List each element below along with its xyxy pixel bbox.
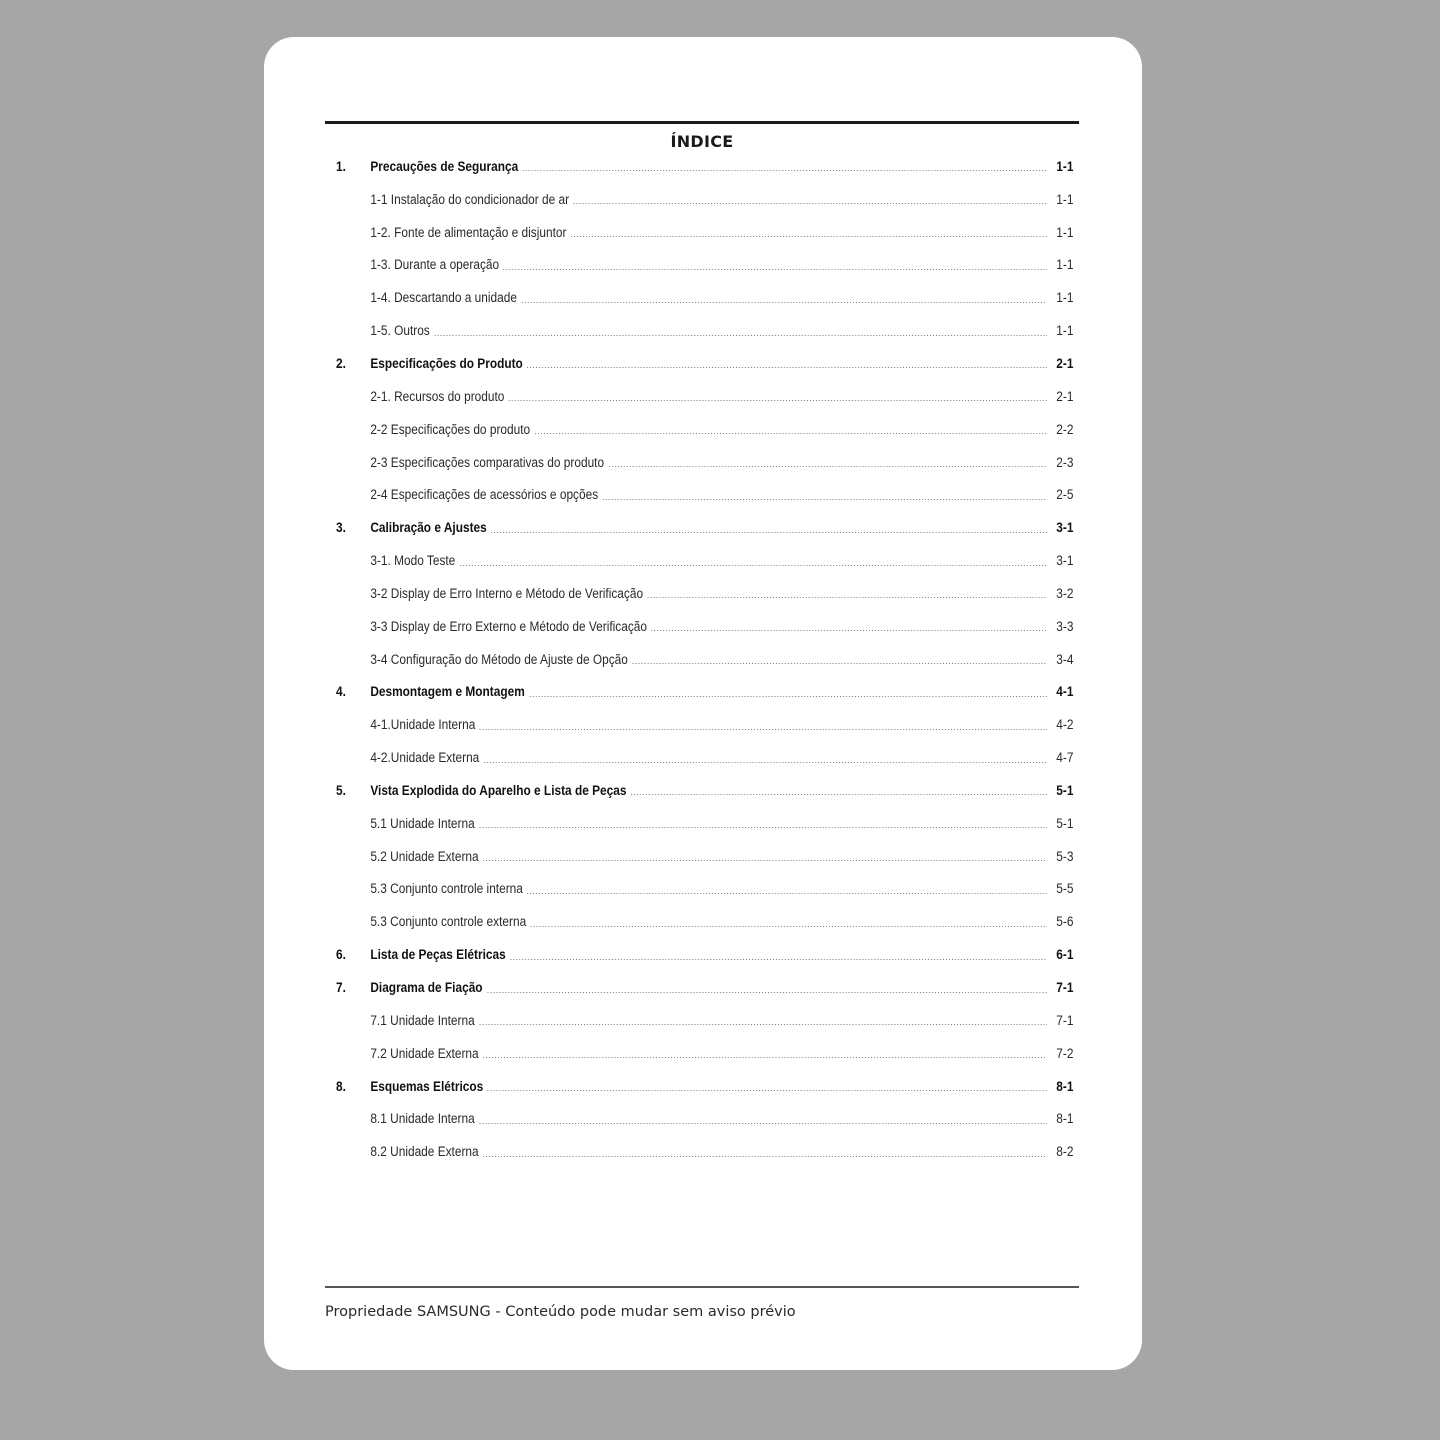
toc-dot-leader — [651, 630, 1048, 631]
toc-section-entry[interactable] — [336, 676, 1073, 709]
toc-entry-page: 2-5 — [1056, 487, 1074, 503]
toc-entry-number: 7. — [336, 980, 346, 996]
toc-entry-label: 3-3 Display de Erro Externo e Método de Verificação — [370, 618, 648, 634]
toc-subsection-entry[interactable] — [336, 1102, 1073, 1135]
page-title: ÍNDICE — [670, 132, 734, 151]
toc-subsection-entry[interactable] — [336, 708, 1073, 741]
toc-entry-label: 2-1. Recursos do produto — [370, 388, 505, 404]
toc-entry-page: 7-1 — [1056, 980, 1074, 996]
toc-subsection-entry[interactable] — [336, 216, 1073, 249]
toc-entry-number: 8. — [336, 1078, 346, 1094]
toc-entry-number: 3. — [336, 520, 346, 536]
toc-entry-label: 7.1 Unidade Interna — [370, 1012, 475, 1028]
toc-subsection-entry[interactable] — [336, 544, 1073, 577]
toc-subsection-entry[interactable] — [336, 840, 1073, 873]
toc-subsection-entry[interactable] — [336, 1135, 1073, 1168]
toc-subsection-entry[interactable] — [336, 577, 1073, 610]
toc-section-entry[interactable] — [336, 150, 1073, 183]
toc-entry-page: 7-2 — [1056, 1045, 1074, 1061]
toc-entry-page: 5-5 — [1056, 881, 1074, 897]
toc-entry-label: 3-4 Configuração do Método de Ajuste de Opção — [370, 651, 628, 667]
toc-entry-label: 4-2.Unidade Externa — [370, 750, 480, 766]
toc-section-entry[interactable] — [336, 971, 1073, 1004]
toc-entry-number: 6. — [336, 947, 346, 963]
toc-dot-leader — [630, 794, 1047, 795]
toc-subsection-entry[interactable] — [336, 1004, 1073, 1037]
toc-entry-label: 4-1.Unidade Interna — [370, 717, 476, 733]
toc-entry-label: Especificações do Produto — [370, 355, 523, 371]
toc-entry-page: 4-1 — [1056, 684, 1074, 700]
toc-dot-leader — [608, 466, 1047, 467]
toc-entry-page: 5-1 — [1056, 815, 1074, 831]
toc-entry-page: 3-1 — [1056, 520, 1074, 536]
toc-dot-leader — [478, 1123, 1047, 1124]
toc-entry-page: 3-4 — [1056, 651, 1074, 667]
toc-entry-label: 8.2 Unidade Externa — [370, 1144, 479, 1160]
toc-entry-page: 3-1 — [1056, 553, 1074, 569]
top-rule — [325, 121, 1079, 124]
toc-entry-page: 3-3 — [1056, 618, 1074, 634]
toc-entry-label: 2-3 Especificações comparativas do produto — [370, 454, 605, 470]
toc-dot-leader — [478, 1024, 1047, 1025]
toc-entry-page: 2-1 — [1056, 355, 1074, 371]
toc-section-entry[interactable] — [336, 774, 1073, 807]
toc-subsection-entry[interactable] — [336, 807, 1073, 840]
toc-dot-leader — [508, 400, 1047, 401]
toc-dot-leader — [490, 532, 1047, 533]
toc-dot-leader — [570, 236, 1047, 237]
toc-entry-label: 1-1 Instalação do condicionador de ar — [370, 191, 570, 207]
toc-entry-page: 8-2 — [1056, 1144, 1074, 1160]
toc-dot-leader — [602, 499, 1047, 500]
toc-dot-leader — [631, 663, 1047, 664]
toc-entry-page: 1-1 — [1056, 191, 1074, 207]
toc-entry-label: 1-5. Outros — [370, 323, 430, 339]
toc-dot-leader — [482, 1057, 1047, 1058]
toc-subsection-entry[interactable] — [336, 314, 1073, 347]
toc-subsection-entry[interactable] — [336, 905, 1073, 938]
toc-dot-leader — [478, 827, 1047, 828]
toc-dot-leader — [482, 860, 1047, 861]
toc-dot-leader — [520, 302, 1047, 303]
toc-dot-leader — [479, 729, 1047, 730]
toc-entry-page: 5-6 — [1056, 914, 1074, 930]
toc-entry-page: 2-1 — [1056, 388, 1074, 404]
toc-subsection-entry[interactable] — [336, 1037, 1073, 1070]
toc-entry-number: 2. — [336, 355, 346, 371]
toc-entry-page: 1-1 — [1056, 323, 1074, 339]
toc-dot-leader — [459, 565, 1047, 566]
toc-dot-leader — [509, 959, 1047, 960]
toc-dot-leader — [487, 1090, 1047, 1091]
toc-entry-label: Calibração e Ajustes — [370, 520, 487, 536]
toc-entry-label: 7.2 Unidade Externa — [370, 1045, 479, 1061]
toc-subsection-entry[interactable] — [336, 873, 1073, 906]
toc-entry-page: 1-1 — [1056, 290, 1074, 306]
toc-dot-leader — [486, 992, 1047, 993]
toc-section-entry[interactable] — [336, 1070, 1073, 1103]
table-of-contents — [336, 150, 1074, 1168]
toc-entry-number: 5. — [336, 782, 346, 798]
toc-entry-label: Lista de Peças Elétricas — [370, 947, 506, 963]
toc-entry-page: 4-2 — [1056, 717, 1074, 733]
toc-entry-label: 3-1. Modo Teste — [370, 553, 456, 569]
toc-subsection-entry[interactable] — [336, 446, 1073, 479]
toc-entry-label: 2-2 Especificações do produto — [370, 421, 531, 437]
toc-dot-leader — [433, 335, 1047, 336]
toc-entry-label: Desmontagem e Montagem — [370, 684, 525, 700]
toc-entry-label: 1-3. Durante a operação — [370, 257, 500, 273]
toc-entry-page: 8-1 — [1056, 1078, 1074, 1094]
toc-subsection-entry[interactable] — [336, 610, 1073, 643]
toc-subsection-entry[interactable] — [336, 643, 1073, 676]
toc-entry-label: 2-4 Especificações de acessórios e opções — [370, 487, 599, 503]
toc-subsection-entry[interactable] — [336, 741, 1073, 774]
toc-subsection-entry[interactable] — [336, 249, 1073, 282]
toc-entry-page: 1-1 — [1056, 158, 1074, 174]
toc-section-entry[interactable] — [336, 511, 1073, 544]
toc-section-entry[interactable] — [336, 938, 1073, 971]
toc-dot-leader — [573, 203, 1047, 204]
toc-entry-label: Esquemas Elétricos — [370, 1078, 484, 1094]
toc-subsection-entry[interactable] — [336, 478, 1073, 511]
toc-dot-leader — [483, 762, 1047, 763]
toc-dot-leader — [526, 893, 1047, 894]
toc-entry-label: Diagrama de Fiação — [370, 980, 483, 996]
toc-subsection-entry[interactable] — [336, 413, 1073, 446]
bottom-rule — [325, 1286, 1079, 1288]
toc-entry-label: 5.1 Unidade Interna — [370, 815, 475, 831]
toc-entry-label: Precauções de Segurança — [370, 158, 519, 174]
toc-entry-label: 8.1 Unidade Interna — [370, 1111, 475, 1127]
toc-dot-leader — [534, 433, 1047, 434]
toc-dot-leader — [530, 926, 1047, 927]
toc-entry-page: 2-3 — [1056, 454, 1074, 470]
toc-entry-page: 6-1 — [1056, 947, 1074, 963]
toc-entry-page: 3-2 — [1056, 585, 1074, 601]
toc-subsection-entry[interactable] — [336, 183, 1073, 216]
toc-entry-label: 5.2 Unidade Externa — [370, 848, 479, 864]
toc-entry-page: 1-1 — [1056, 257, 1074, 273]
toc-entry-label: 1-4. Descartando a unidade — [370, 290, 517, 306]
toc-entry-label: 3-2 Display de Erro Interno e Método de Verificação — [370, 585, 644, 601]
toc-entry-page: 5-3 — [1056, 848, 1074, 864]
toc-subsection-entry[interactable] — [336, 281, 1073, 314]
toc-entry-page: 2-2 — [1056, 421, 1074, 437]
toc-section-entry[interactable] — [336, 347, 1073, 380]
toc-dot-leader — [503, 269, 1047, 270]
toc-entry-page: 5-1 — [1056, 782, 1074, 798]
toc-dot-leader — [522, 170, 1047, 171]
toc-entry-page: 8-1 — [1056, 1111, 1074, 1127]
toc-entry-number: 1. — [336, 158, 346, 174]
toc-entry-label: 1-2. Fonte de alimentação e disjuntor — [370, 224, 567, 240]
toc-dot-leader — [528, 696, 1047, 697]
toc-entry-number: 4. — [336, 684, 346, 700]
document-page — [264, 37, 1142, 1370]
toc-entry-page: 4-7 — [1056, 750, 1074, 766]
toc-dot-leader — [526, 367, 1047, 368]
toc-dot-leader — [482, 1156, 1047, 1157]
toc-entry-label: Vista Explodida do Aparelho e Lista de Peças — [370, 782, 627, 798]
footer-text: Propriedade SAMSUNG - Conteúdo pode mudar sem aviso prévio — [325, 1304, 796, 1320]
toc-subsection-entry[interactable] — [336, 380, 1073, 413]
toc-entry-label: 5.3 Conjunto controle interna — [370, 881, 523, 897]
toc-entry-page: 1-1 — [1056, 224, 1074, 240]
toc-dot-leader — [647, 597, 1047, 598]
toc-entry-page: 7-1 — [1056, 1012, 1074, 1028]
toc-entry-label: 5.3 Conjunto controle externa — [370, 914, 527, 930]
